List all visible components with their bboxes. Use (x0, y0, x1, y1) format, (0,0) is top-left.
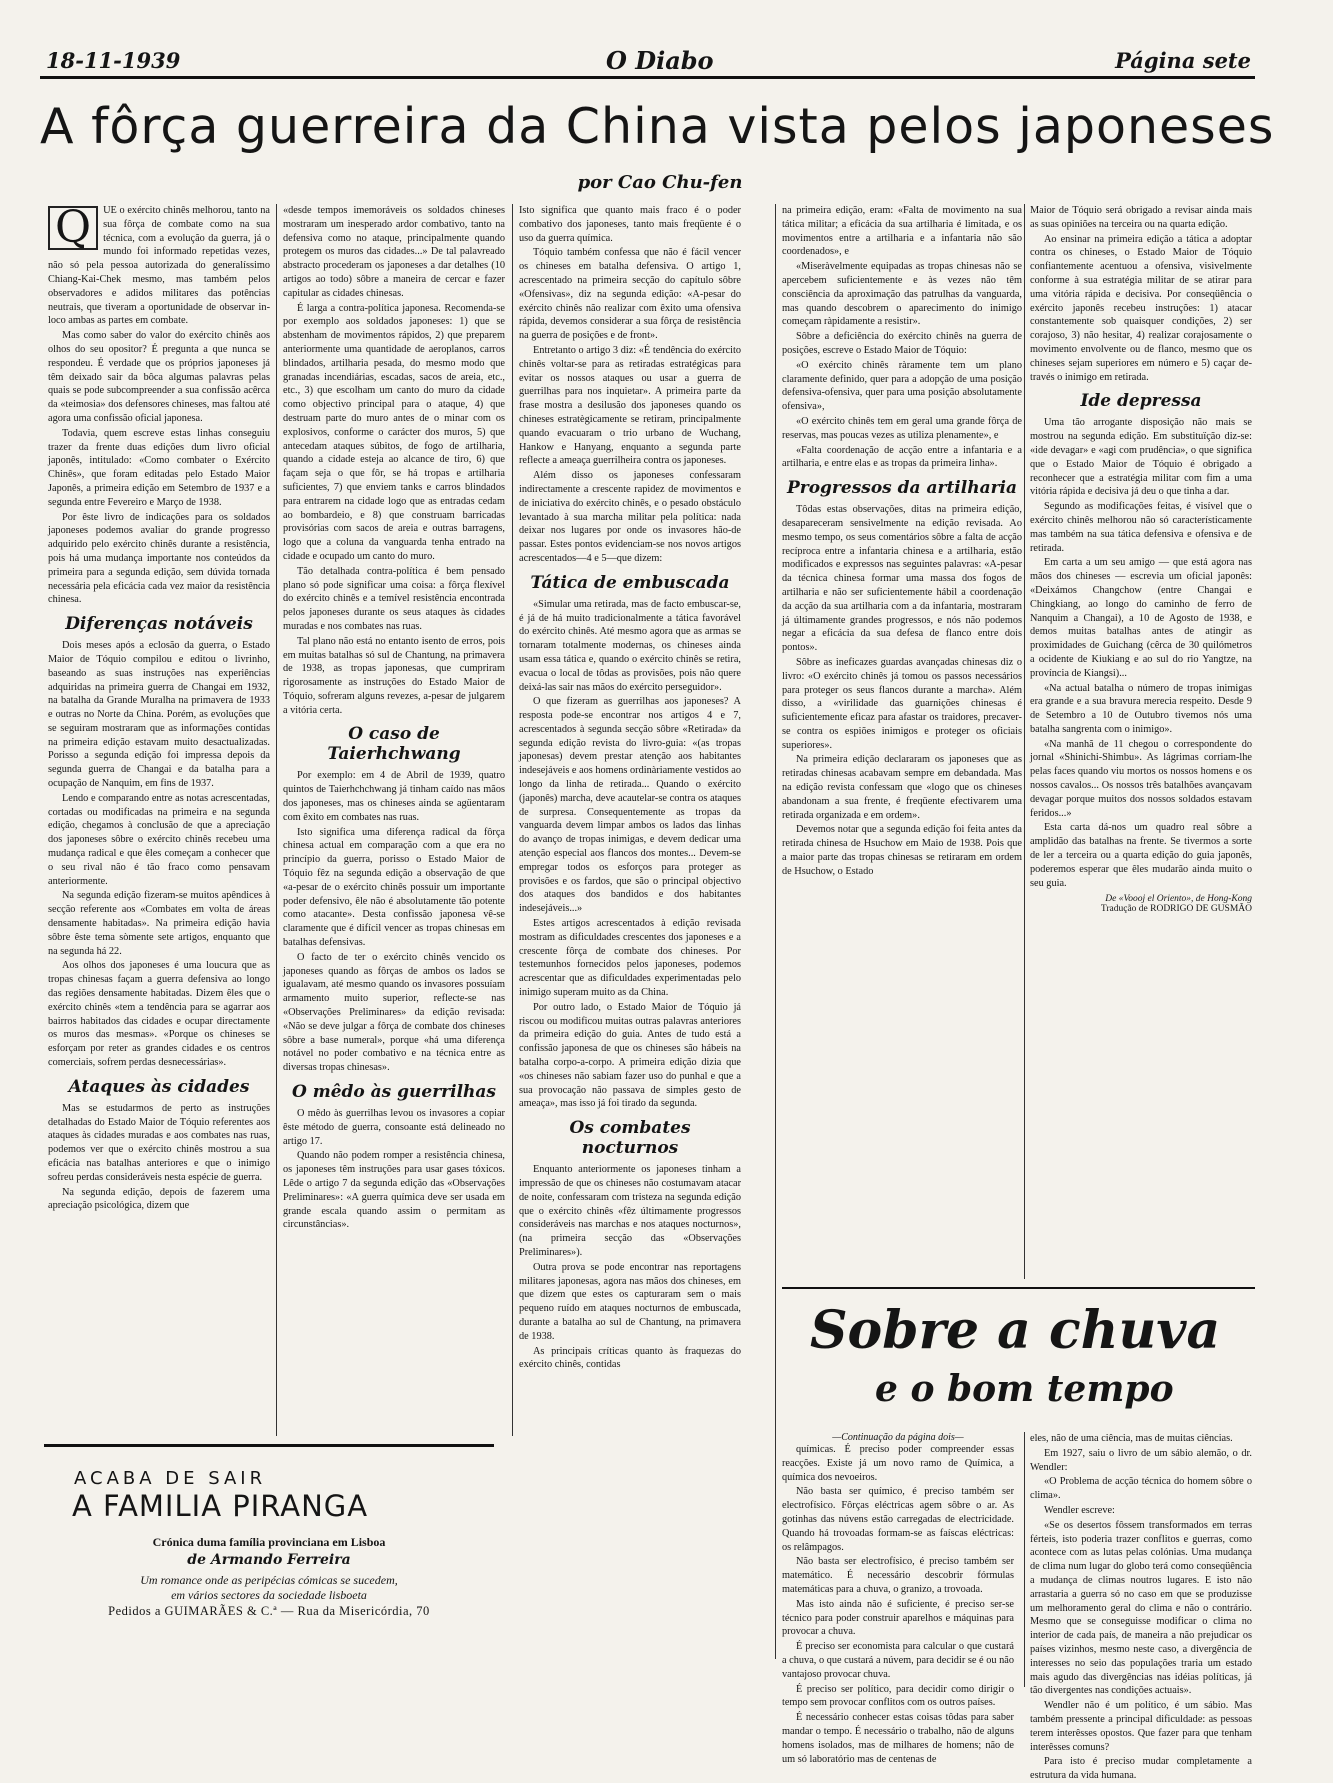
ad-author: de Armando Ferreira (187, 1552, 351, 1568)
column-divider (512, 204, 513, 1436)
paragraph: Tóquio também confessa que não é fácil vencer os chineses em batalha defensiva. O artigo 1, acrescentado na primeira secção do capítulo sôbre «Ofensivas», diz na segunda edição: «A-pesar do exército chinês não realizar com êxito uma ofensiva rápida, devemos considerar a sua fôrça de resistência na guerra de posições e de front». (519, 247, 741, 342)
paragraph: eles, não de uma ciência, mas de muitas ciências. (1030, 1433, 1233, 1444)
paragraph: «desde tempos imemoráveis os soldados chineses mostraram um inesperado ardor combativo, tanto na defensiva como no ataque, principalmente quando protegem os muros das cidades...» De tal palavreado abstracto procederam os japoneses a dar detalhes (10 artigos ao todo) sôbre a maneira de cercar e fazer capitular as cidades chinesas. (283, 205, 505, 299)
paragraph: químicas. É preciso poder compreender essas reacções. Existe já um novo ramo de Química, a química dos nevoeiros. (782, 1444, 1014, 1483)
paragraph: Em carta a um seu amigo — que está agora nas mãos dos chineses — escrevia um oficial japonês: «Deixámos Changchow (entre Changai e Chingkiang, ao longo do caminho de ferro de Nanquim a Changai), a 10 de Agosto de 1938, e demos muitas batalhas antes de atingir as proximidades de Guichang (cêrca de 30 quilómetros a ocidente de Kiukiang e ao sul do rio Yangtze, na província de Kiangsi)... (1030, 557, 1252, 679)
column-divider (775, 204, 776, 1659)
article-column-3 (519, 204, 741, 1659)
paragraph: Esta carta dá-nos um quadro real sôbre a amplidão das batalhas na frente. Se tivermos a sorte de ler a terceira ou a quarta edição do guia japonês, poderemos esperar que êles mudarão ainda muito o seu guia. (1030, 822, 1252, 889)
paragraph: Segundo as modificações feitas, é visível que o exército chinês melhorou não só característicamente mas também na sua tática defensiva e ofensiva e de retirada. (1030, 501, 1252, 554)
subheading: Tática de embuscada (530, 572, 730, 593)
paragraph: Devemos notar que a segunda edição foi feita antes da retirada chinesa de Hsuchow em Maio de 1938. Pois que a maior parte das tropas chinesas se retiraram em ordem de Hsuchow, o Estado (782, 824, 1022, 877)
subheading: Diferenças notáveis (65, 614, 253, 635)
ad-tagline (44, 1573, 494, 1603)
paragraph: Lendo e comparando entre as notas acrescentadas, cortadas ou modificadas na primeira e na segunda edição, chegamos à conclusão de que a apreciação dos japoneses sôbre o exército chinês recebeu uma mudança radical e que êles começam a conhecer que o seu rival não é tão fraco como pensavam anteriormente. (48, 792, 270, 887)
paragraph: Na segunda edição fizeram-se muitos apêndices à secção referente aos «Combates em volta de áreas densamente habitadas». Na primeira edição havia sôbre êste tema sòmente sete artigos, enquanto que na segunda há 22. (48, 890, 270, 957)
paragraph: Aos olhos dos japoneses é uma loucura que as tropas chinesas façam a guerra defensiva ao longo das regiões densamente habitadas. Dizem êles que o exército chinês «tem a tendência para se agarrar aos bairros habitados das cidades e ocupar directamente os muros das mesmas». «Porque os chineses se esforçam por reter as grandes cidades e os centros comerciais, sofrem perdas desnecessárias». (48, 960, 270, 1069)
paragraph: É necessário conhecer estas coisas tôdas para saber mandar o tempo. É necessário o trabalho, não de alguns homens isolados, mas de milhares de homens; não de um só laboratório mas de centenas de (782, 1712, 1014, 1765)
paragraph: As principais críticas quanto às fraquezas do exército chinês, contidas (519, 1345, 741, 1371)
paragraph: É preciso ser economista para calcular o que custará a chuva, o que custará a núvem, para decidir se é ou não vantajoso provocar chuva. (782, 1641, 1014, 1680)
paragraph: «O exército chinês ràramente tem um plano claramente definido, quer para a adopção de uma posição defensiva-ofensiva, quer para uma posição absolutamente ofensiva», (782, 359, 1022, 413)
paragraph: Enquanto anteriormente os japoneses tinham a impressão de que os chineses não costumavam atacar de noite, confessaram com tristeza na segunda edição que o exército chinês «fêz últimamente progressos consideráveis nas marchas e nos ataques nocturnos», (na primeira secção das «Observações Preliminares»). (519, 1164, 741, 1258)
paragraph: Tão detalhada contra-política é bem pensado plano só pode significar uma coisa: a fôrça flexível do exército chinês e a temível resistência encontrada pelos japoneses durante os seus ataques às cidades muradas e nos combates nas ruas. (283, 565, 505, 632)
paragraph: «O exército chinês tem em geral uma grande fôrça de reservas, mas poucas vezes as utiliza plenamente», e (782, 415, 1022, 441)
article-source: De «Voooj el Oriento», de Hong-Kong (1105, 894, 1252, 905)
paragraph: Tôdas estas observações, ditas na primeira edição, desapareceram sensivelmente na edição revisada. Ao mesmo tempo, os seus comentários sôbre a falta de acção recíproca entre a infantaria chinesa e a artilharia, estão modificados e expressos nas seguintes palavras: «A-pesar da técnica chinesa formar uma massa dos fogos de artilharia e não ser suficientemente hábil a coordenação da acção da sua artilharia com a da infantaria, mostraram já últimamente grandes progressos, e nós não podemos negar a eficácia da sua defesa de flanco entre dois pontos». (782, 504, 1022, 654)
paragraph: «Na manhã de 11 chegou o correspondente do jornal «Shinichi-Shimbu». As lágrimas corriam-lhe pelas faces quando viu mortos os nossos homens e os nossos cavalos... Os nossos três batalhões avançavam devagar porque muitos dos nossos soldados estavam feridos...» (1030, 738, 1252, 819)
paragraph: «Na actual batalha o número de tropas inimigas era grande e a sua bravura merecia respeito. Desde 9 de Setembro a 10 de Outubro tivemos nós uma batalha sangrenta com o inimigo». (1030, 682, 1252, 735)
masthead: O Diabo (606, 46, 714, 75)
chuva-subtitle: e o bom tempo (875, 1368, 1174, 1410)
paragraph: na primeira edição, eram: «Falta de movimento na sua tática militar; a eficácia da sua artilharia é limitada, e os movimentos entre a artilharia e a infantaria não são coordenados», e (782, 205, 1022, 258)
ad-orders: Pedidos a GUIMARÃES & C.ª — Rua da Misericórdia, 70 (108, 1604, 430, 1618)
paragraph: Não basta ser electrofísico, é preciso também ser matemático. É necessário descobrir fórmulas matemáticas para a chuva, o granizo, a trovoada. (782, 1556, 1014, 1595)
chuva-column-2 (1030, 1432, 1252, 1782)
column-divider (276, 204, 277, 1436)
paragraph: Na segunda edição, depois de fazerem uma apreciação psicológica, dizem que (48, 1186, 270, 1212)
article-title: A fôrça guerreira da China vista pelos japoneses (40, 98, 1275, 155)
ad-book-title: A FAMILIA PIRANGA (72, 1489, 369, 1523)
book-advertisement (44, 1444, 494, 1622)
paragraph: Mas como saber do valor do exército chinês aos olhos do seu opositor? É pregunta a que nunca se respondeu. É verdade que os próprios japoneses já têm deixado sair da bôca algumas palavras pelas quais se pode subcompreender a sua confissão acêrca da «teimosia» dos defensores chineses, mas faltou até agora uma confissão oficial japonesa. (48, 330, 270, 424)
paragraph: Wendler não é um político, é um sábio. Mas também pressente a principal dificuldade: as pessoas terem interêsses opostos. Que fazer para que tenham interêsses comuns? (1030, 1700, 1252, 1753)
drop-cap: Q (48, 206, 98, 250)
paragraph: Maior de Tóquio será obrigado a revisar ainda mais as suas opiniões na terceira ou na quarta edição. (1030, 205, 1252, 230)
paragraph: O que fizeram as guerrilhas aos japoneses? A resposta pode-se encontrar nos artigos 4 e 7, acrescentados à segunda secção sôbre «Retirada» da segunda edição revista do livro-guia: «(as tropas japonesas) devem prestar atenção aos habitantes indesejáveis e aos homens ordinàriamente vestidos ao longo da linha de retirada... Quando o exército (japonês) marcha, deve acautelar-se contra os ataques de surpresa. Consequentemente as tropas da vanguarda devem limpar ambos os lados das linhas do avanço de tropas inimigas, e devem dedicar uma atenção especial aos flancos dos montes... Devem-se empregar todos os esforços para proteger as provisões e os fardos, que são o principal objectivo dos ataques dos bandidos e dos habitantes indesejáveis...» (519, 696, 741, 915)
paragraph: UE o exército chinês melhorou, tanto na sua fôrça de combate como na sua técnica, com a evolução da guerra, já o mundo foi informado repetidas vezes, não só pela pessoa autorizada do generalíssimo Chiang-Kai-Chek mesmo, mas também pelos observadores e adidos militares das potências neutrais, que tiveram a oportunidade de observar in-loco ambas as partes em combate. (48, 205, 270, 327)
section-rule (782, 1287, 1255, 1289)
paragraph: Isto significa uma diferença radical da fôrça chinesa actual em comparação com a que era no princípio da guerra, porisso o Estado Maior de Tóquio fêz na segunda edição a observação de que «a-pesar de o exército chinês possuir um importante poder defensivo, êle não é absolutamente tão potente como atacante». Desta confissão japonesa vê-se claramente que é difícil vencer as tropas chinesas em batalhas defensivas. (283, 826, 505, 949)
subheading: O caso de Taierhchwang (327, 724, 461, 765)
issue-date: 18-11-1939 (46, 48, 181, 73)
article-translator: Tradução de RODRIGO DE GUSMÃO (1100, 904, 1252, 915)
paragraph: Além disso os japoneses confessaram indirectamente a crescente rapidez de movimentos e de iniciativa do exército chinês, e o pesado obstáculo levantado à sua marcha militar pela política: nada deixar nos lugares por onde os invasores hão-de passar. Estes pontos evidenciam-se nos novos artigos acrescentados—4 e 5—que dizem: (519, 470, 741, 564)
paragraph: Sôbre a deficiência do exército chinês na guerra de posições, escreve o Estado Maior de Tóquio: (782, 331, 1022, 356)
paragraph: Ao ensinar na primeira edição a tática a adoptar contra os chineses, o Estado Maior de Tóquio confiantemente acentuou a ofensiva, visìvelmente conforme à sua estratégia militar de se atirar para uma vitória rápida e decisiva. Por conseqüência o exército japonês recebeu instruções: 1) atacar constantemente sob quaisquer condições, 2) ser corajoso, 3) não hesitar, 4) realizar corajosamente o movimento envolvente ou de flanco, mesmo que os chineses sejam superiores em número e 5) caçar de-través o inimigo em retirada. (1030, 233, 1252, 383)
ad-tagline-line: Um romance onde as peripécias cómicas se sucedem, (140, 1573, 398, 1587)
paragraph: O mêdo às guerrilhas levou os invasores a copiar êste método de guerra, consoante está delineado no artigo 17. (283, 1108, 505, 1147)
subheading: O mêdo às guerrilhas (291, 1082, 497, 1103)
subheading: Progressos da artilharia (786, 478, 1018, 499)
paragraph: Por outro lado, o Estado Maior de Tóquio já riscou ou modificou muitas outras palavras anteriores da primeira edição do guia. Antes de tudo está a confissão japonesa de que os chineses são hábeis na batalha corpo-a-corpo. A primeira edição dizia que «os chineses não sabiam fazer uso do punhal e que a sua provocação não passava de simples gesto de ameaça», mas isso já foi tirado da segunda. (519, 1001, 741, 1110)
ad-tagline-line: em vários sectores da sociedade lisboeta (171, 1588, 367, 1602)
paragraph: Em 1927, saiu o livro de um sábio alemão, o dr. Wendler: (1030, 1447, 1252, 1473)
paragraph: Para isto é preciso mudar completamente a estrutura da vida humana. (1030, 1756, 1252, 1782)
paragraph: Quando não podem romper a resistência chinesa, os japoneses têm instruções para usar gases tóxicos. Lêde o artigo 7 da segunda edição das «Observações Preliminares»: «A guerra química deve ser usada em grande escala quando assim o permitam as circunstâncias». (283, 1150, 505, 1231)
subheading: Ataques às cidades (68, 1076, 250, 1097)
subheading: Ide depressa (1080, 391, 1202, 412)
paragraph: Todavia, quem escreve estas linhas conseguiu trazer da frente duas edições dum livro oficial japonês, intitulado: «Como combater o Exército Chinês», que foram editadas pelo Estado Maior Japonês, a primeira edição em Setembro de 1937 e a segunda entre Fevereiro e Março de 1938. (48, 427, 270, 508)
column-divider (1024, 1432, 1025, 1687)
article-column-5 (1030, 204, 1252, 1279)
paragraph: Por êste livro de indicações para os soldados japoneses podemos avaliar do grande progresso adquirido pelo exército chinês durante a resistência, pois há uma mudança importante nos conteúdos da primeira para a segunda edição, sem dúvida tornada necessária pela eficácia cada vez maior da resistência chinesa. (48, 511, 270, 606)
paragraph: Entretanto o artigo 3 diz: «É tendência do exército chinês voltar-se para as retiradas estratégicas para evitar os nossos ataques ou usar a guerra de guerrilhas para nos inquietar». A primeira parte da frase mostra a desilusão dos japoneses quando os chineses estratègicamente se retiram, principalmente quando evacuaram o trio urbano de Wuchang, Hankow e Hanyang, enquanto a segunda parte reflecte a ameaça guerrilheira contra os japoneses. (519, 344, 741, 467)
paragraph: «Falta coordenação de acção entre a infantaria e a artilharia, e entre elas e as tropas da primeira linha». (782, 444, 1022, 470)
chuva-title: Sobre a chuva (810, 1300, 1221, 1361)
paragraph: Na primeira edição declararam os japoneses que as retiradas chinesas acabavam sempre em debandada. Mas na edição revista confessam que «logo que os chineses abandonam a sua frente, é freqüente efectivarem uma retirada organizada e em ordem». (782, 754, 1022, 821)
paragraph: Por exemplo: em 4 de Abril de 1939, quatro quintos de Taierhchchwang já tinham caído nas mãos dos japoneses, mas os chineses ainda se agüentaram com êxito em combates nas ruas. (283, 770, 505, 823)
paragraph: Sôbre as ineficazes guardas avançadas chinesas diz o livro: «O exército chinês já tomou os passos necessários para proteger os seus flancos durante a marcha». Além disso, a «virilidade das guarnições chinesas é suficientemente eficaz para afastar os traidores, precaver-se contra os espiões inimigos e proteger os oficiais superiores». (782, 656, 1022, 751)
paragraph: Isto significa que quanto mais fraco é o poder combativo dos japoneses, tanto mais freqüente é o uso da guerra química. (519, 205, 741, 244)
article-column-2 (283, 204, 505, 1436)
paragraph: Estes artigos acrescentados à edição revisada mostram as dificuldades crescentes dos japoneses e a crescente fôrça de combate dos chineses. Por testemunhos fornecidos pelos japoneses, podemos acrescentar que as dificuldades experimentadas pelo inimigo superam muito as da China. (519, 918, 741, 999)
paragraph: O facto de ter o exército chinês vencido os japoneses quando as fôrças de ambos os lados se igualavam, até mesmo quando os invasores possuíam armamento muito superior, reflecte-se nas «Observações Preliminares» da edição revisada: «Não se deve julgar a fôrça de combate dos chineses sôbre a base numeral», porque «há uma diferença notável no poder combativo e na técnica entre as diversas tropas chinesas». (283, 951, 505, 1074)
ad-description: Crónica duma família provinciana em Lisboa (152, 1535, 386, 1549)
page-header (46, 48, 1251, 78)
article-column-1 (48, 204, 270, 1436)
column-divider (1024, 204, 1025, 1279)
ad-announcement: ACABA DE SAIR (74, 1468, 267, 1489)
chuva-column-1 (782, 1432, 1014, 1765)
paragraph: É larga a contra-política japonesa. Recomenda-se por exemplo aos soldados japoneses: 1) que se abstenham de movimentos rápidos, 2) que preparem anteriormente uma quantidade de aeroplanos, carros blindados, artilharia pesada, do mesmo modo que granadas incendiárias, escadas, sacos de areia, etc., etc., 3) que escolham um canto do muro da cidade como objectivo principal para o ataque, 4) que destruam parte do muro antes de o minar com os explosivos, conforme o carácter dos muros, 5) que antecedam ataques súbitos, de fogo de artilharia, quando a cidade esteja ao alcance de tiro, 6) que façam seja o que fôr, se há tropas e artilharia suficientes, 7) que enviem tanks e carros blindados para entrarem na cidade logo que as entradas cedam ao bombardeio, e 8) que construam barricadas provisórias com sacos de areia e outras barragens, logo que a coluna da vanguarda tenha entrado na cidade e ocupado um canto do muro. (283, 302, 505, 562)
paragraph: «Simular uma retirada, mas de facto embuscar-se, é já de há muito tradicionalmente a tática favorável do exército chinês. Até mesmo agora que as armas se tornaram totalmente modernas, os chineses ainda usam essa tática e, quando o exército chinês se retira, evacua o local de tôdas as provisões, pois não quere deixá-las sair nas mãos do exército perseguidor». (519, 598, 741, 693)
paragraph: Não basta ser químico, é preciso também ser electrofísico. Fôrças eléctricas agem sôbre o ar. As gotinhas das núvens estão carregadas de electricidade. Quando há trovoadas formam-se as faíscas eléctricas: os relâmpagos. (782, 1486, 1014, 1553)
article-column-4 (782, 204, 1022, 1279)
subheading: Os combates nocturnos (569, 1118, 691, 1159)
header-rule (40, 76, 1255, 79)
article-byline: por Cao Chu-fen (577, 172, 743, 193)
paragraph: Tal plano não está no entanto isento de erros, pois em muitas batalhas só sul de Chantung, na primavera de 1938, as tropas japonesas, que cumpriram rigorosamente as instruções do Estado Maior de Tóquio, sofreram alguns revezes, a-pesar de julgarem a vitória certa. (283, 635, 505, 716)
continuation-note: —Continuação da página dois— (832, 1432, 964, 1443)
paragraph: Outra prova se pode encontrar nas reportagens militares japonesas, agora nas mãos dos chineses, em que dizem que estes os capturaram sem o mais pequeno ruído em ataques nocturnos de embuscada, durante a batalha ao sul de Chantung, na primavera de 1938. (519, 1261, 741, 1342)
paragraph: «O Problema de acção técnica do homem sôbre o clima». (1030, 1476, 1252, 1502)
paragraph: Uma tão arrogante disposição não mais se mostrou na segunda edição. Em substituïção diz-se: «ide devagar» e «agi com prudência», o que significa que o Estado Maior de Tóquio é obrigado a reconhecer que a estratégia militar com fim a uma vitória rápida e decisiva já deu o que tinha a dar. (1030, 417, 1252, 498)
paragraph: «Se os desertos fôssem transformados em terras férteis, isto poderia trazer conflitos e guerras, como acontece com as lutas pelas colónias. Uma mudança de clima num lugar do globo terá como conseqüência a mudança de climas noutros lugares. E isto não arrastaria a guerra só no caso em que se produzisse um melhoramento geral do clima e não o contrário. Mesmo que se conseguisse modificar o clima no interior de cada país, de maneira a não prejudicar os países vizinhos, mesmo neste caso, a divergência de interesses no seio das populações traria um estado mais agudo das divergências nas idéias políticas, já tão divergentes nas condições actuais». (1030, 1519, 1252, 1697)
page-number: Página sete (1115, 48, 1251, 73)
paragraph: Wendler escreve: (1044, 1504, 1115, 1516)
paragraph: É preciso ser político, para decidir como dirigir o tempo sem provocar conflitos com os outros países. (782, 1683, 1014, 1709)
paragraph: Mas se estudarmos de perto as instruções detalhadas do Estado Maior de Tóquio referentes aos ataques às cidades muradas e aos combates nas ruas, podemos ver que o exército chinês mostrou a sua eficácia nas batalhas anteriores e que o inimigo sofreu perdas consideráveis nesta espécie de guerra. (48, 1102, 270, 1183)
paragraph: Mas isto ainda não é suficiente, é preciso ser-se técnico para poder construir aparelhos e máquinas para provocar a chuva. (782, 1598, 1014, 1638)
paragraph: «Miseràvelmente equipadas as tropas chinesas não se apercebem suficientemente e às vezes não têm consciência da aproximação das patrulhas da vanguarda, mas quando descobrem o aparecimento do inimigo começam ràpidamente a resistir». (782, 261, 1022, 328)
paragraph: Dois meses após a eclosão da guerra, o Estado Maior de Tóquio compilou e editou o livrinho, baseando as suas instruções nas experiências adquiridas na primeira guerra de Changai em 1932, na batalha da Grande Muralha na primavera de 1933 e outras no Norte da China. Porém, as evoluções que se seguiram mostraram que as informações contidas na primeira edição estavam muito desactualizadas. Porisso a segunda edição foi impressa depois da segunda guerra de Changai e da batalha para a ocupação de Nanquim, em fins de 1937. (48, 640, 270, 790)
